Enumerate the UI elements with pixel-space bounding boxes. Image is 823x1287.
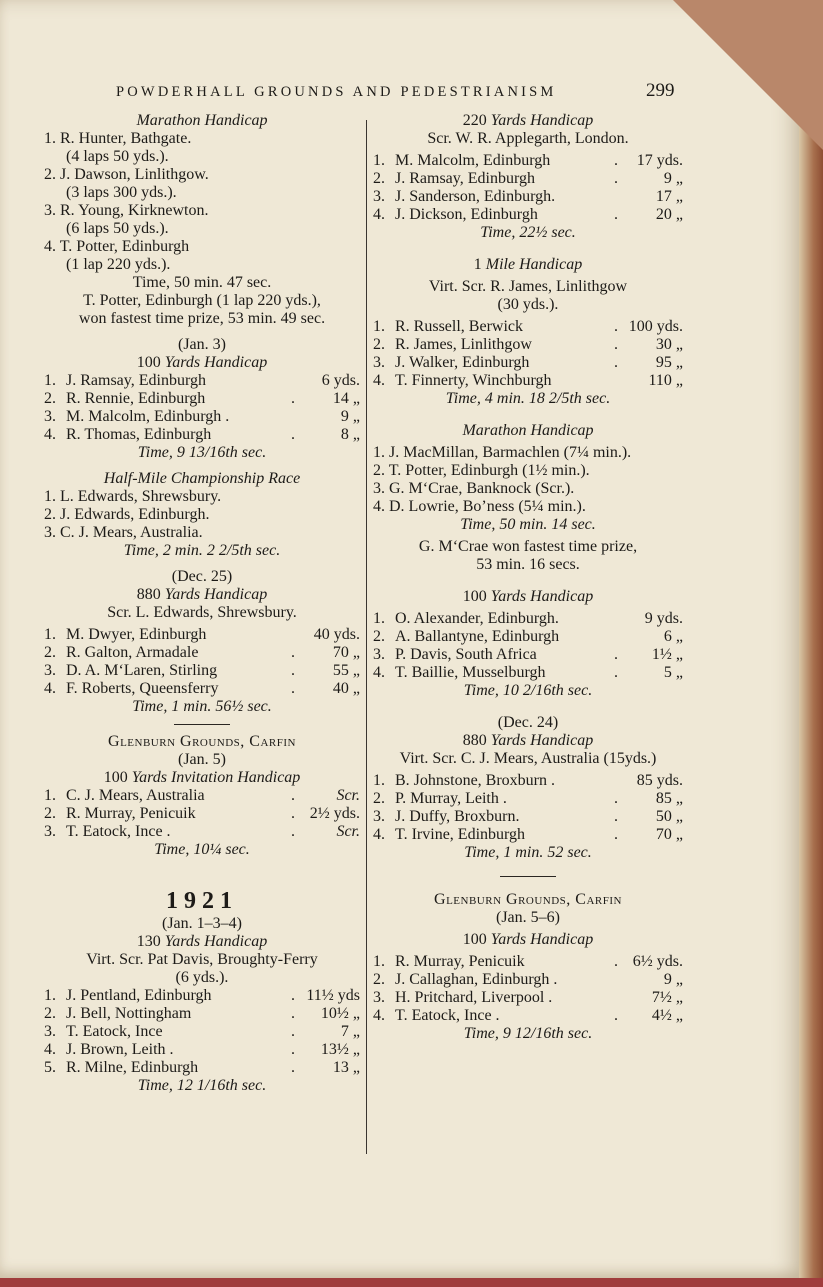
place: 3. (373, 646, 385, 663)
table-row (44, 1023, 360, 1041)
place: 3. (373, 188, 385, 205)
place: 3. (44, 408, 56, 425)
place: 3. (44, 823, 56, 841)
leader (605, 772, 627, 790)
section-title: Marathon Handicap (462, 422, 594, 439)
table-row (44, 823, 360, 841)
table-row (373, 354, 683, 372)
list-item: 1. R. Hunter, Bathgate. (44, 130, 192, 147)
handicap: 50 „ (655, 808, 683, 825)
leader: . (291, 823, 295, 841)
handicap: Scr. (336, 823, 360, 841)
leader: . (614, 152, 618, 169)
table-row (373, 646, 683, 664)
leader: . (614, 170, 618, 187)
leader (605, 989, 627, 1007)
runner: J. Walker, Edinburgh (395, 354, 530, 371)
section-title (44, 769, 360, 787)
list-item-detail: (1 lap 220 yds.). (66, 256, 171, 273)
leader: . (614, 826, 618, 843)
handicap: 4½ „ (651, 1007, 683, 1025)
title-text: Mile Handicap (485, 256, 583, 273)
runner: T. Finnerty, Winchburgh (395, 372, 552, 389)
table-row (44, 1059, 360, 1077)
runner: T. Eatock, Ince . (395, 1007, 500, 1025)
table-row (44, 1041, 360, 1059)
handicap: 9 „ (663, 170, 683, 187)
runner: P. Davis, South Africa (395, 646, 537, 663)
column-divider (366, 120, 367, 1154)
table-row (373, 664, 683, 682)
leader: . (291, 426, 295, 443)
runner: J. Pentland, Edinburgh (66, 987, 212, 1005)
place: 4. (44, 680, 56, 697)
runner: D. A. M‘Laren, Stirling (66, 662, 218, 679)
handicap: 40 „ (332, 680, 360, 697)
runner: J. Callaghan, Edinburgh . (395, 971, 558, 989)
book-cover-edge (0, 1278, 823, 1287)
runner: C. J. Mears, Australia (66, 787, 205, 805)
runner: P. Murray, Leith . (395, 790, 507, 807)
runner: R. Thomas, Edinburgh (66, 426, 212, 443)
handicap: 10½ „ (320, 1005, 360, 1023)
leader (605, 188, 627, 206)
event-date: (Jan. 1–3–4) (162, 915, 242, 933)
runner: R. Galton, Armadale (66, 644, 199, 661)
handicap: 8 „ (340, 426, 360, 443)
event-date: (Jan. 5) (178, 751, 226, 769)
handicap: 110 „ (648, 372, 683, 389)
time-result: Time, 50 min. 47 sec. (132, 274, 272, 291)
place: 1. (44, 987, 56, 1005)
table-row (373, 1007, 683, 1025)
event-date: (Dec. 24) (497, 714, 559, 731)
table-row (44, 787, 360, 805)
table-row (373, 826, 683, 844)
table-row (373, 336, 683, 354)
place: 4. (373, 206, 385, 223)
place: 2. (373, 790, 385, 807)
handicap: 9 „ (340, 408, 360, 425)
place: 1. (373, 152, 385, 169)
place: 3. (44, 662, 56, 679)
place: 1. (44, 372, 56, 389)
place: 5. (44, 1059, 56, 1077)
runner: T. Eatock, Ince (66, 1023, 163, 1041)
table-row (373, 790, 683, 808)
leader: . (614, 1007, 618, 1025)
table-row (44, 644, 360, 662)
leader (282, 372, 304, 390)
leader: . (614, 808, 618, 825)
table-row (373, 206, 683, 224)
handicap: 9 „ (663, 971, 683, 989)
distance: 100 (462, 931, 487, 949)
section-divider (174, 724, 230, 725)
scratch-line: Scr. W. R. Applegarth, London. (427, 130, 629, 147)
distance: 220 (462, 112, 487, 129)
section-title (373, 931, 683, 949)
runner: J. Brown, Leith . (66, 1041, 174, 1059)
table-row (373, 610, 683, 628)
runner: M. Dwyer, Edinburgh (66, 626, 207, 643)
place: 2. (373, 971, 385, 989)
place: 1. (44, 787, 56, 805)
leader: . (291, 1059, 295, 1077)
note: T. Potter, Edinburgh (1 lap 220 yds.), (83, 292, 321, 309)
table-row (373, 953, 683, 971)
leader: . (614, 646, 618, 663)
scratch-line: Virt. Scr. R. James, Linlithgow (428, 278, 628, 295)
leader: . (291, 390, 295, 407)
table-row (373, 318, 683, 336)
table-row (373, 772, 683, 790)
title-text: Yards Handicap (490, 112, 594, 129)
leader (605, 372, 627, 390)
runner: R. James, Linlithgow (395, 336, 532, 353)
section-divider (500, 876, 556, 877)
distance: 1 (473, 256, 482, 273)
title-text: Yards Handicap (164, 586, 268, 603)
title-text: Yards Handicap (490, 588, 594, 605)
place: 4. (373, 372, 385, 389)
year-heading: 1921 (166, 888, 238, 915)
handicap: 6 yds. (321, 372, 360, 389)
place: 3. (44, 1023, 56, 1041)
runner: H. Pritchard, Liverpool . (395, 989, 553, 1007)
handicap: 100 yds. (628, 318, 683, 335)
time-result: Time, 2 min. 2 2/5th sec. (123, 542, 281, 559)
table-row (44, 408, 360, 426)
time-result: Time, 4 min. 18 2/5th sec. (445, 390, 611, 407)
handicap: 40 yds. (313, 626, 360, 643)
runner: J. Ramsay, Edinburgh (66, 372, 206, 389)
leader: . (614, 354, 618, 371)
handicap: 14 „ (332, 390, 360, 407)
scratch-line: (30 yds.). (497, 296, 559, 313)
leader: . (614, 336, 618, 353)
title-text: Yards Handicap (490, 931, 594, 949)
handicap: 2½ yds. (309, 805, 360, 823)
place: 4. (373, 826, 385, 843)
time-result: Time, 9 12/16th sec. (463, 1025, 593, 1043)
section-title: Marathon Handicap (136, 112, 268, 129)
title-text: Yards Handicap (164, 354, 268, 371)
note: 53 min. 16 secs. (476, 556, 580, 573)
place: 4. (373, 1007, 385, 1025)
list-item: 3. C. J. Mears, Australia. (44, 524, 203, 541)
place: 2. (44, 805, 56, 823)
handicap: 17 yds. (636, 152, 683, 169)
handicap: 85 yds. (636, 772, 683, 789)
handicap: 6½ yds. (632, 953, 683, 971)
leader (282, 408, 304, 426)
place: 2. (373, 170, 385, 187)
handicap: 7 „ (340, 1023, 360, 1041)
runner: R. Rennie, Edinburgh (66, 390, 206, 407)
handicap: 5 „ (663, 664, 683, 681)
distance: 130 (136, 933, 161, 951)
handicap: 85 „ (655, 790, 683, 807)
handicap: 11½ yds (306, 987, 360, 1005)
distance: 100 (136, 354, 161, 371)
list-item: 2. J. Edwards, Edinburgh. (44, 506, 210, 523)
title-text: Yards Handicap (164, 933, 268, 951)
note: won fastest time prize, 53 min. 49 sec. (78, 310, 326, 327)
handicap: 70 „ (655, 826, 683, 843)
place: 1. (373, 772, 385, 789)
place: 1. (44, 626, 56, 643)
runner: T. Eatock, Ince . (66, 823, 171, 841)
place: 4. (373, 664, 385, 681)
running-head: POWDERHALL GROUNDS AND PEDESTRIANISM (116, 84, 557, 100)
event-date: (Dec. 25) (171, 568, 233, 585)
time-result: Time, 10 2/16th sec. (463, 682, 593, 699)
leader: . (291, 987, 295, 1005)
place: 3. (373, 989, 385, 1007)
section-title (373, 256, 683, 274)
runner: R. Milne, Edinburgh (66, 1059, 199, 1077)
leader: . (291, 644, 295, 661)
table-row (44, 426, 360, 444)
leader: . (291, 1041, 295, 1059)
list-item: 4. D. Lowrie, Bo’ness (5¼ min.). (373, 498, 586, 515)
list-item: 1. J. MacMillan, Barmachlen (7¼ min.). (373, 444, 632, 461)
leader (605, 628, 627, 646)
time-result: Time, 12 1/16th sec. (137, 1077, 267, 1095)
table-row (44, 626, 360, 644)
venue-heading: Glenburn Grounds, Carfin (434, 891, 622, 909)
left-column (44, 112, 360, 1095)
leader: . (291, 1005, 295, 1023)
distance: 100 (103, 769, 128, 787)
leader: . (291, 680, 295, 697)
handicap: 1½ „ (651, 646, 683, 663)
leader: . (614, 953, 618, 971)
folded-corner (673, 0, 823, 150)
leader: . (291, 662, 295, 679)
distance: 880 (462, 732, 487, 749)
page-edge (799, 0, 823, 1287)
venue-heading: Glenburn Grounds, Carfin (108, 733, 296, 751)
list-item: 1. L. Edwards, Shrewsbury. (44, 488, 222, 505)
leader: . (614, 664, 618, 681)
runner: M. Malcolm, Edinburgh . (66, 408, 230, 425)
section-title (44, 933, 360, 951)
runner: J. Ramsay, Edinburgh (395, 170, 535, 187)
leader: . (614, 206, 618, 223)
place: 1. (373, 953, 385, 971)
table-row (44, 372, 360, 390)
section-title (373, 588, 683, 606)
table-row (373, 989, 683, 1007)
section-title (373, 732, 683, 750)
handicap: 30 „ (655, 336, 683, 353)
right-column (373, 112, 683, 1043)
runner: J. Duffy, Broxburn. (395, 808, 520, 825)
handicap: 6 „ (663, 628, 683, 645)
table-row (44, 662, 360, 680)
title-text: Yards Invitation Handicap (131, 769, 301, 787)
table-row (373, 188, 683, 206)
list-item: 2. J. Dawson, Linlithgow. (44, 166, 209, 183)
place: 2. (373, 336, 385, 353)
place: 1. (373, 610, 385, 627)
runner: R. Russell, Berwick (395, 318, 523, 335)
runner: R. Murray, Penicuik (395, 953, 525, 971)
leader: . (291, 805, 295, 823)
leader (282, 626, 304, 644)
place: 2. (44, 390, 56, 407)
table-row (373, 971, 683, 989)
leader: . (291, 787, 295, 805)
place: 2. (44, 644, 56, 661)
leader (605, 971, 627, 989)
table-row (373, 152, 683, 170)
table-row (44, 805, 360, 823)
event-date: (Jan. 5–6) (496, 909, 560, 927)
scratch-line: Scr. L. Edwards, Shrewsbury. (107, 604, 297, 621)
runner: M. Malcolm, Edinburgh (395, 152, 551, 169)
runner: T. Baillie, Musselburgh (395, 664, 546, 681)
time-result: Time, 1 min. 52 sec. (464, 844, 592, 861)
time-result: Time, 50 min. 14 sec. (460, 516, 596, 533)
time-result: Time, 1 min. 56½ sec. (132, 698, 272, 715)
place: 3. (373, 808, 385, 825)
runner: B. Johnstone, Broxburn . (395, 772, 555, 789)
leader: . (614, 318, 618, 335)
handicap: 70 „ (332, 644, 360, 661)
handicap: 17 „ (655, 188, 683, 205)
handicap: 55 „ (332, 662, 360, 679)
list-item-detail: (6 laps 50 yds.). (66, 220, 169, 237)
list-item: 3. G. M‘Crae, Banknock (Scr.). (373, 480, 575, 497)
handicap: 7½ „ (651, 989, 683, 1007)
table-row (373, 628, 683, 646)
handicap: 95 „ (655, 354, 683, 371)
table-row (373, 808, 683, 826)
table-row (373, 170, 683, 188)
table-row (373, 372, 683, 390)
event-date: (Jan. 3) (178, 336, 226, 353)
distance: 880 (136, 586, 161, 603)
place: 2. (373, 628, 385, 645)
section-title (44, 354, 360, 372)
runner: A. Ballantyne, Edinburgh (395, 628, 560, 645)
section-title (44, 586, 360, 604)
handicap: 9 yds. (644, 610, 683, 627)
runner: J. Bell, Nottingham (66, 1005, 192, 1023)
list-item: 3. R. Young, Kirknewton. (44, 202, 209, 219)
leader: . (291, 1023, 295, 1041)
place: 4. (44, 1041, 56, 1059)
list-item-detail: (3 laps 300 yds.). (66, 184, 177, 201)
runner: J. Sanderson, Edinburgh. (395, 188, 556, 205)
scratch-line: Virt. Scr. C. J. Mears, Australia (15yds.) (399, 750, 657, 767)
table-row (44, 680, 360, 698)
place: 4. (44, 426, 56, 443)
page-number: 299 (646, 80, 675, 101)
leader (605, 610, 627, 628)
place: 3. (373, 354, 385, 371)
scratch-line: Virt. Scr. Pat Davis, Broughty-Ferry (86, 951, 318, 969)
section-title: Half-Mile Championship Race (103, 470, 301, 487)
time-result: Time, 10¼ sec. (154, 841, 250, 859)
handicap: Scr. (336, 787, 360, 805)
distance: 100 (462, 588, 487, 605)
table-row (44, 1005, 360, 1023)
handicap: 13 „ (332, 1059, 360, 1077)
runner: O. Alexander, Edinburgh. (395, 610, 559, 627)
handicap: 13½ „ (320, 1041, 360, 1059)
leader: . (614, 790, 618, 807)
place: 1. (373, 318, 385, 335)
runner: R. Murray, Penicuik (66, 805, 196, 823)
runner: J. Dickson, Edinburgh (395, 206, 538, 223)
scratch-line: (6 yds.). (175, 969, 229, 987)
time-result: Time, 9 13/16th sec. (137, 444, 267, 461)
page-header (0, 80, 800, 104)
time-result: Time, 22½ sec. (480, 224, 576, 241)
list-item-detail: (4 laps 50 yds.). (66, 148, 169, 165)
place: 2. (44, 1005, 56, 1023)
section-title (373, 112, 683, 130)
handicap: 20 „ (655, 206, 683, 223)
runner: T. Irvine, Edinburgh (395, 826, 526, 843)
table-row (44, 390, 360, 408)
list-item: 2. T. Potter, Edinburgh (1½ min.). (373, 462, 590, 479)
list-item: 4. T. Potter, Edinburgh (44, 238, 190, 255)
title-text: Yards Handicap (490, 732, 594, 749)
table-row (44, 987, 360, 1005)
note: G. M‘Crae won fastest time prize, (418, 538, 638, 555)
runner: F. Roberts, Queensferry (66, 680, 219, 697)
